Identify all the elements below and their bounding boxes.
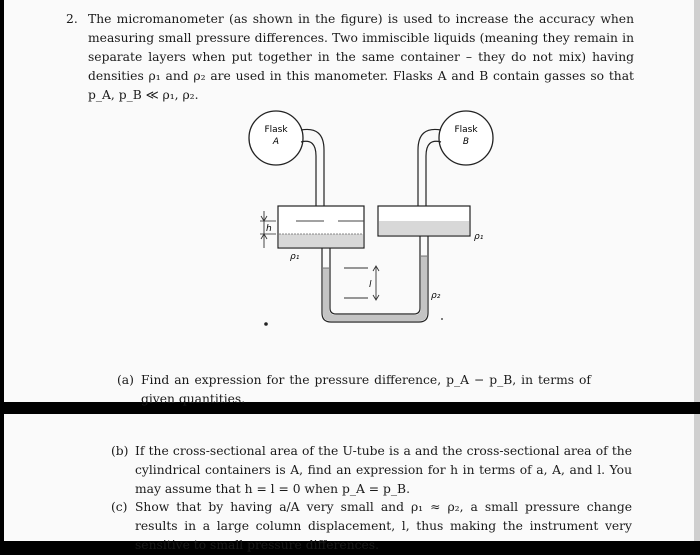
part-b-label: (b) [111, 444, 129, 458]
part-b [111, 442, 632, 499]
question-text: The micromanometer (as shown in the figure) is used to increase the accuracy when measuring small pressure differences. Two immiscible liquids (meaning they remain in separate layers when put together in the same container – they do not mix) having densities ρ₁ and ρ₂ are used in this manometer. Flasks A and B contain gasses so that p_A, p_B ≪ ρ₁, ρ₂. [88, 12, 634, 102]
flask-b-letter: B [462, 137, 470, 147]
u-tube-outer [322, 236, 428, 322]
tube-b-inner [426, 141, 441, 206]
tube-a-inner [301, 141, 316, 206]
micromanometer-figure [234, 108, 504, 348]
flask-a-letter: A [272, 137, 280, 147]
flask-b-title: Flask [454, 125, 478, 135]
page-bottom [4, 414, 700, 552]
label-h: h [266, 224, 272, 234]
label-l: l [369, 280, 372, 290]
liquid-rho2 [323, 256, 427, 321]
label-rho1-right: ρ₁ [474, 232, 484, 242]
flask-a-title: Flask [264, 125, 288, 135]
question-2 [66, 10, 634, 105]
page-top [4, 0, 700, 406]
part-c-text: Show that by having a/A very small and ρ₁ ≈ ρ₂, a small pressure change results in a large column displacement, l, thus making the instrument very sensitive to small pressure differences. [135, 500, 632, 552]
part-b-text: If the cross-sectional area of the U-tube is a and the cross-sectional area of the cylindrical containers is A, find an expression for h in terms of a, A, and l. You may assume that h = l = 0 when p_A = p_B. [135, 444, 632, 496]
label-rho2: ρ₂ [431, 291, 441, 301]
label-rho1-left: ρ₁ [290, 252, 300, 262]
liquid-rho1-left [279, 234, 363, 247]
part-a-label: (a) [117, 373, 134, 387]
part-a [117, 371, 591, 409]
question-number: 2. [66, 12, 78, 26]
dot-mark-small [441, 318, 443, 320]
part-c [111, 498, 632, 555]
part-c-label: (c) [111, 500, 128, 514]
liquid-rho1-right [379, 221, 469, 235]
part-a-text: Find an expression for the pressure difference, p_A − p_B, in terms of given quantities. [141, 373, 591, 406]
dot-mark [264, 322, 268, 326]
